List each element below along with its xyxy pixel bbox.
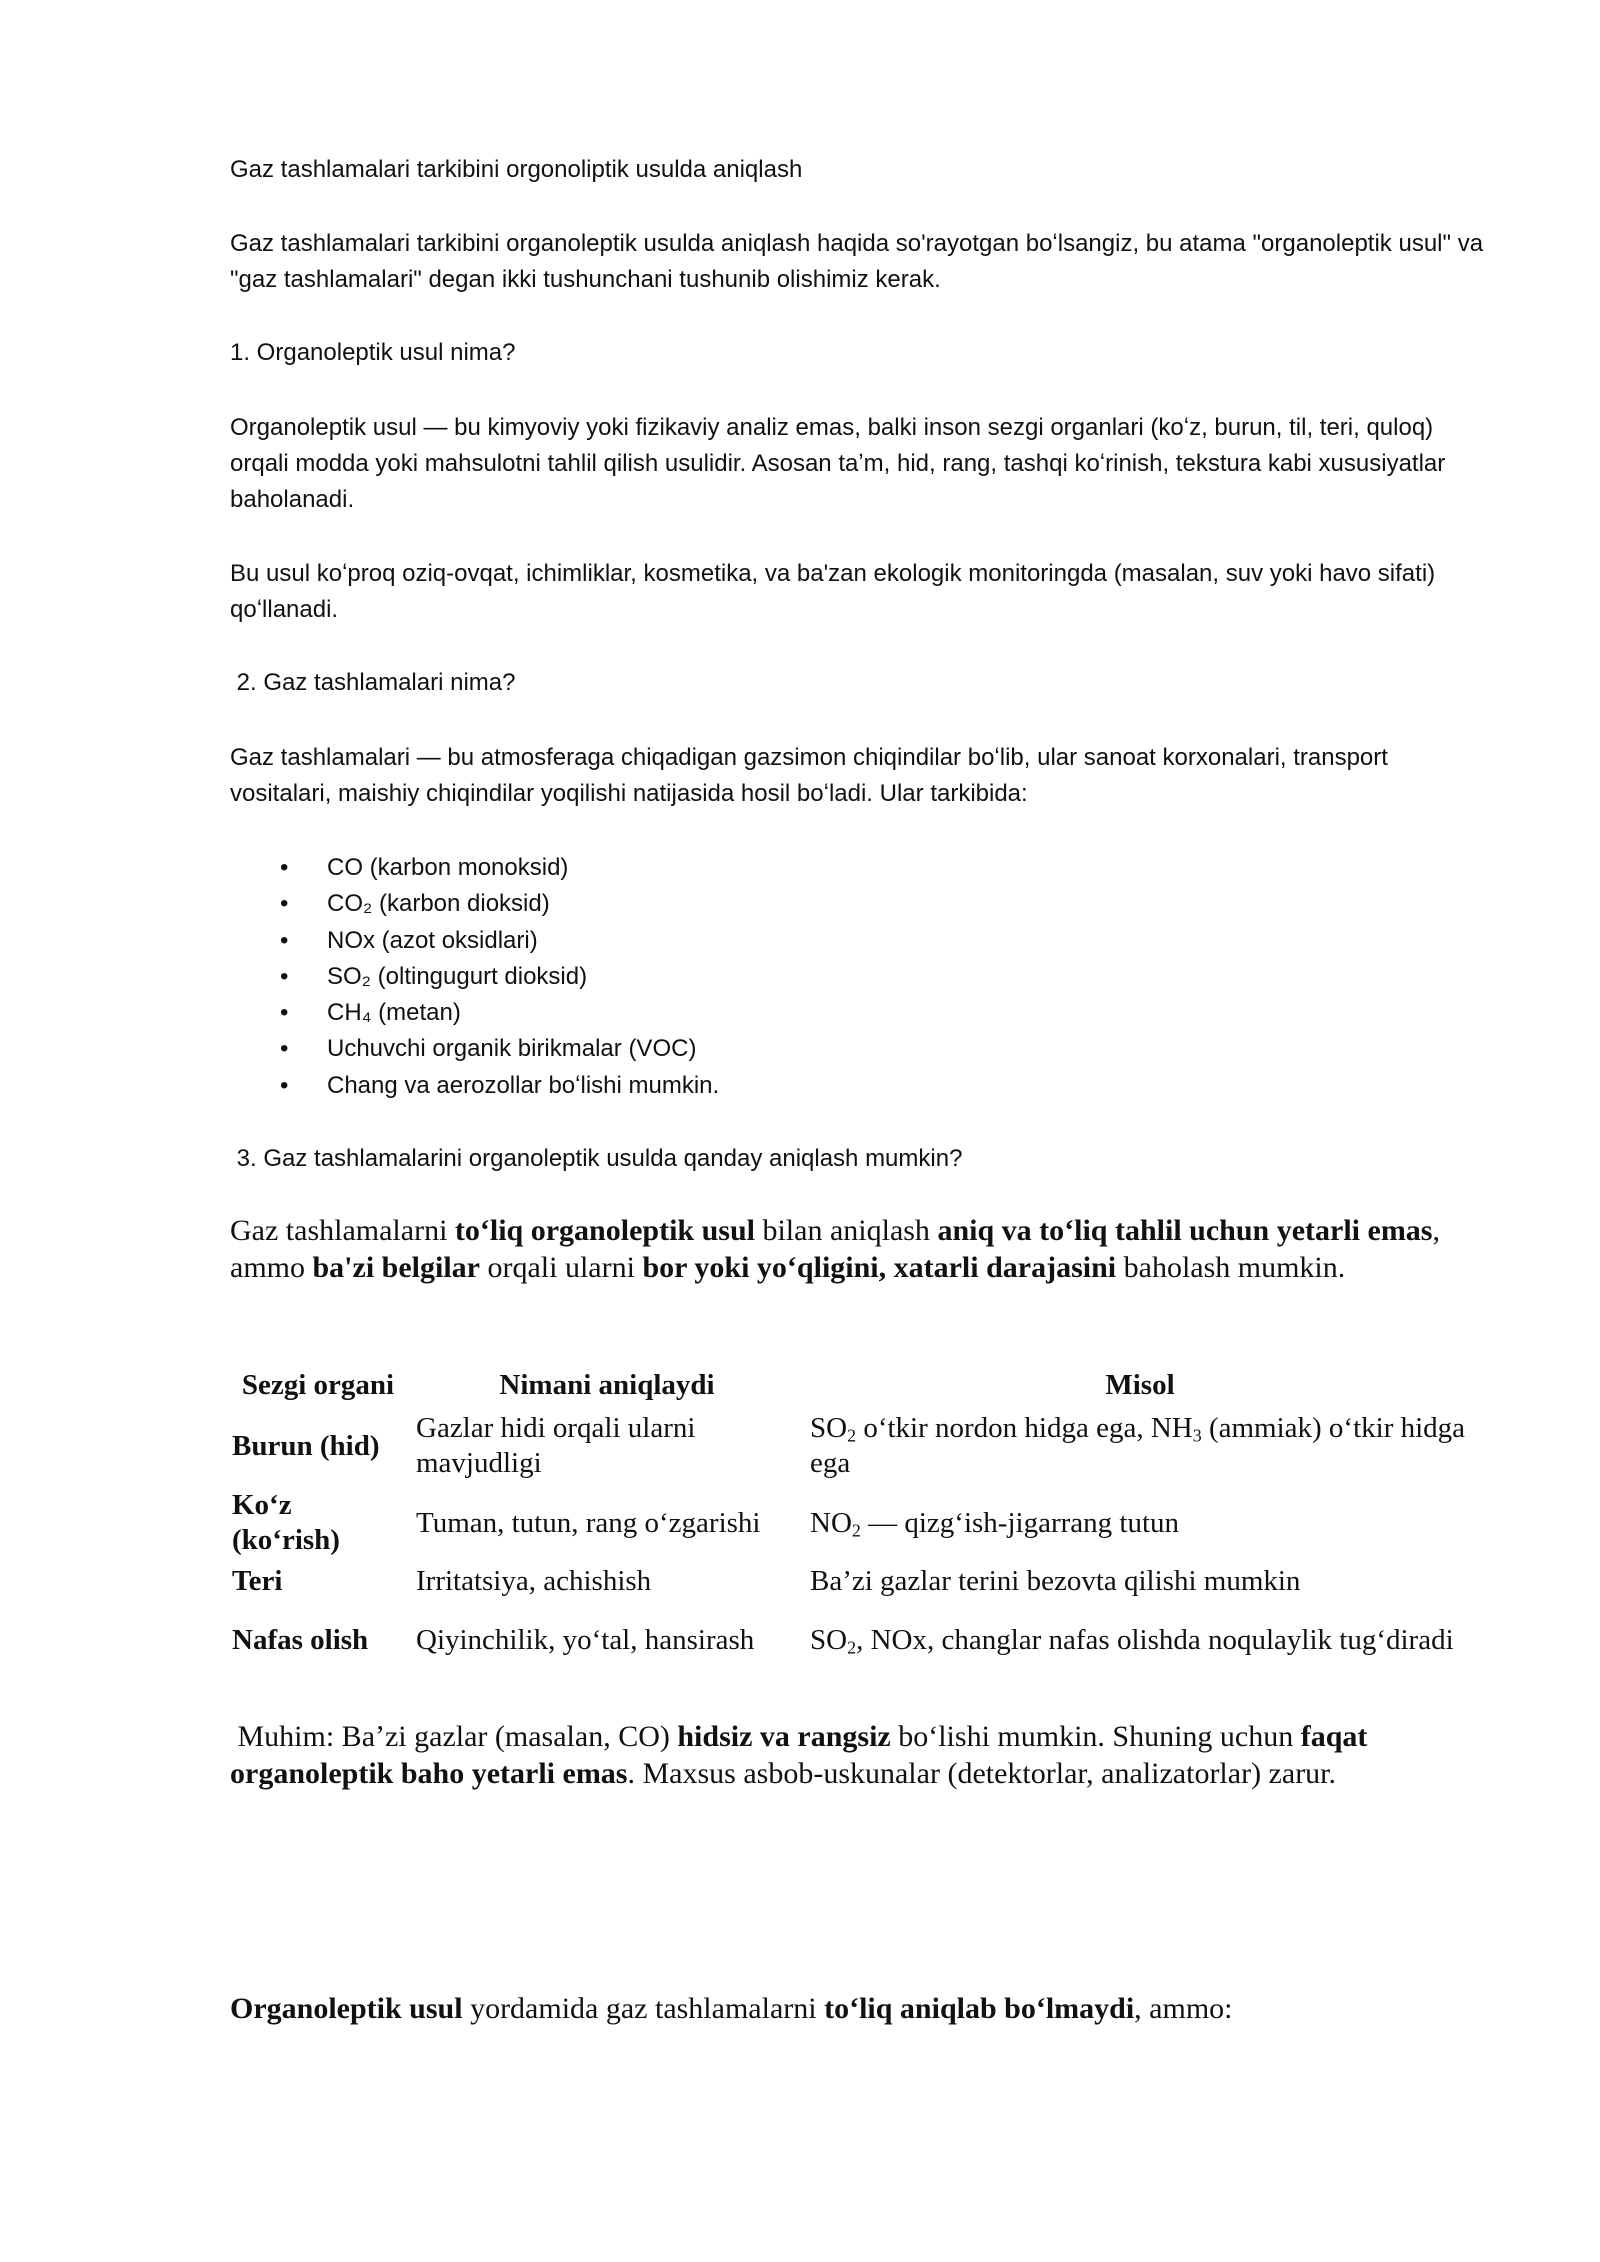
list-item-dust: • Chang va aerozollar boʻlishi mumkin. [230, 1068, 719, 1104]
heading-gas-emissions: 2. Gaz tashlamalari nima? [230, 669, 516, 696]
heading-detection-methods: 3. Gaz tashlamalarini organoleptik usulda qanday aniqlash mumkin? [230, 1145, 963, 1172]
list-item-nox: • NOx (azot oksidlari) [230, 923, 719, 959]
cell-example: $SO_2$, NOx, changlar nafas olishda noqulaylik tugʻdiradi [810, 1623, 1454, 1657]
cell-detects: Gazlar hidi orqali ularni mavjudligi [416, 1412, 696, 1479]
cell-detects: Qiyinchilik, yoʻtal, hansirash [416, 1623, 755, 1656]
heading-organoleptic: 1. Organoleptik usul nima? [230, 339, 516, 366]
column-header-example: Misol [1105, 1368, 1175, 1401]
cell-organ: Teri [232, 1564, 283, 1597]
cell-organ: Koʻz (koʻrish) [232, 1489, 340, 1556]
cell-example: Baʼzi gazlar terini bezovta qilishi mumkin [810, 1564, 1301, 1597]
table-row [226, 1407, 1476, 1485]
sense-organs-table [226, 1363, 1476, 1679]
list-item-so2: • SO₂ (oltingugurt dioksid) [230, 959, 719, 995]
organoleptic-usage: Bu usul koʻproq oziq-ovqat, ichimliklar, kosmetika, va ba'zan ekologik monitoringda (masalan, suv yoki havo sifati) qoʻllanadi. [230, 560, 1436, 623]
cell-example: $NO_2$ — qizgʻish-jigarrang tutun [810, 1506, 1179, 1540]
table-header-row [226, 1363, 1476, 1407]
column-header-detects: Nimani aniqlaydi [499, 1368, 715, 1401]
final-statement: Organoleptik usul yordamida gaz tashlamalarni toʻliq aniqlab boʻlmaydi, ammo: [230, 1992, 1233, 2025]
intro-paragraph: Gaz tashlamalari tarkibini organoleptik usulda aniqlash haqida so'rayotgan boʻlsangiz, bu atama "organoleptik usul" va "gaz tashlamalari" degan ikki tushunchani tushunib olishimiz kerak. [230, 230, 1484, 293]
cell-example: $SO_2$ oʻtkir nordon hidga ega, $NH_3$ (ammiak) oʻtkir hidga ega [810, 1412, 1466, 1479]
gas-list [230, 850, 719, 1104]
table-row [226, 1485, 1476, 1561]
document-title: Gaz tashlamalari tarkibini orgonoliptik usulda aniqlash [230, 156, 803, 183]
list-item-voc: • Uchuvchi organik birikmalar (VOC) [230, 1031, 719, 1067]
cell-organ: Burun (hid) [232, 1429, 380, 1462]
list-item-ch4: • CH₄ (metan) [230, 995, 719, 1031]
organoleptic-definition: Organoleptik usul — bu kimyoviy yoki fizikaviy analiz emas, balki inson sezgi organlari (koʻz, burun, til, teri, quloq) orqali modda yoki mahsulotni tahlil qilish usulidir. Asosan taʼm, hid, rang, tashqi koʻrinish, tekstura kabi xususiyatlar baholanadi. [230, 414, 1446, 513]
cell-detects: Tuman, tutun, rang oʻzgarishi [416, 1506, 761, 1539]
column-header-organ: Sezgi organi [241, 1368, 395, 1401]
detection-summary: Gaz tashlamalarni toʻliq organoleptik usul bilan aniqlash aniq va toʻliq tahlil uchun yetarli emas, ammo ba'zi belgilar orqali ularni bor yoki yoʻqligini, xatarli darajasini baholash mumkin. [230, 1214, 1440, 1284]
table-row [226, 1601, 1476, 1679]
cell-organ: Nafas olish [232, 1623, 369, 1656]
list-item-co: • CO (karbon monoksid) [230, 850, 719, 886]
gas-emissions-definition: Gaz tashlamalari — bu atmosferaga chiqadigan gazsimon chiqindilar boʻlib, ular sanoat korxonalari, transport vositalari, maishiy chiqindilar yoqilishi natijasida hosil boʻladi. Ular tarkibida: [230, 744, 1388, 807]
cell-detects: Irritatsiya, achishish [416, 1564, 652, 1597]
important-note: Muhim: Baʼzi gazlar (masalan, CO) hidsiz va rangsiz boʻlishi mumkin. Shuning uchun faqat organoleptik baho yetarli emas. Maxsus asbob-uskunalar (detektorlar, analizatorlar) zarur. [230, 1720, 1368, 1790]
list-item-co2: • CO₂ (karbon dioksid) [230, 886, 719, 922]
table-row [226, 1561, 1476, 1601]
